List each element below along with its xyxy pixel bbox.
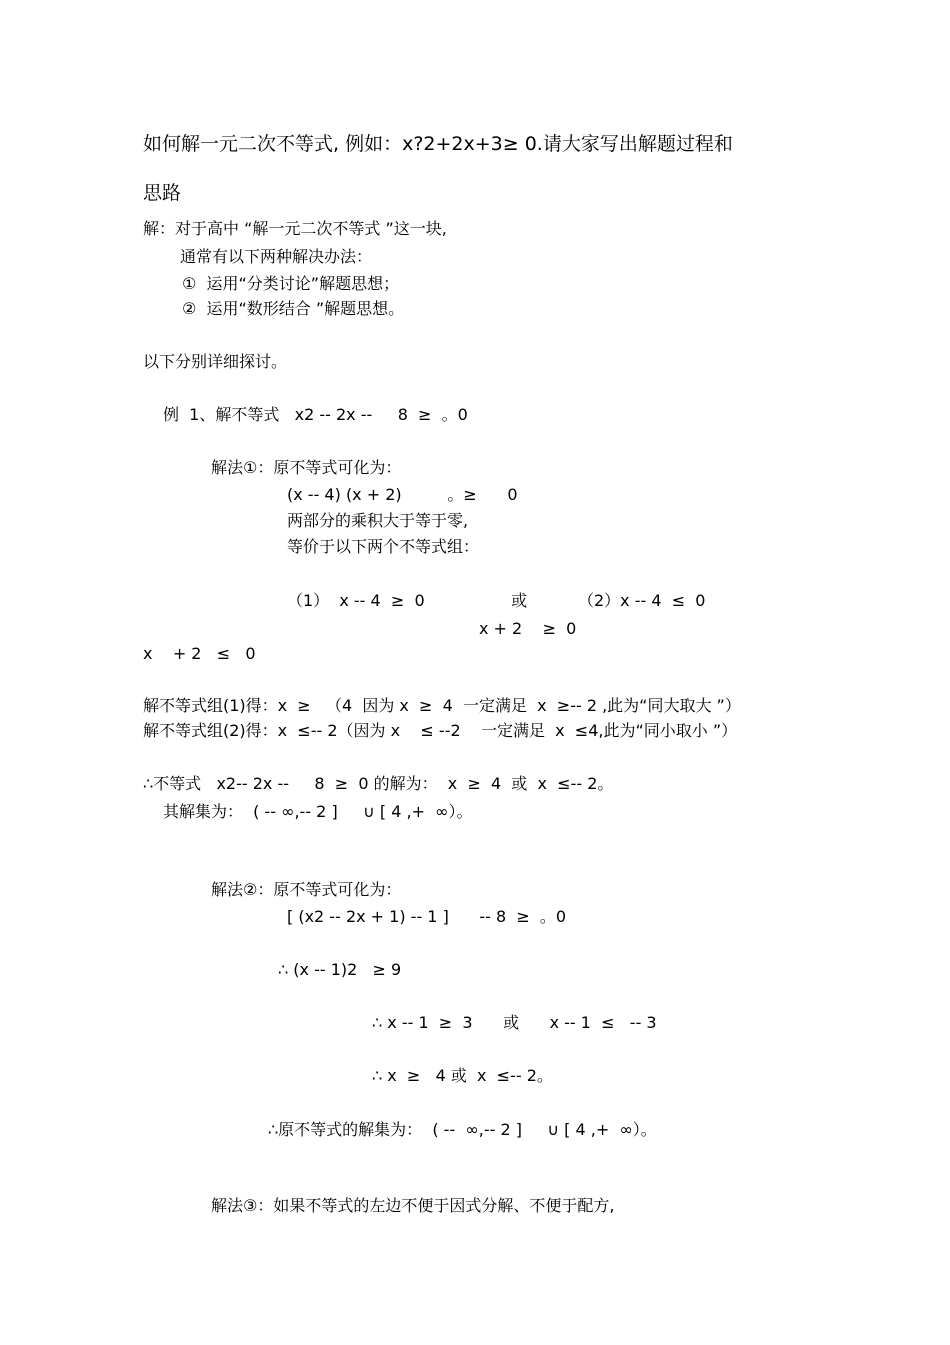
intro-line2: 通常有以下两种解决办法： bbox=[180, 247, 373, 266]
method1-label: 解法①：原不等式可化为： bbox=[211, 458, 402, 477]
method2-step1: [ (x2 -- 2x + 1) -- 1 ] -- 8 ≥ 。0 bbox=[287, 907, 567, 926]
method1-note1: 两部分的乘积大于等于零, bbox=[287, 511, 469, 530]
method1-system-row3: x + 2 ≤ 0 bbox=[143, 644, 256, 663]
method1-conclusion: ∴不等式 x2-- 2x -- 8 ≥ 0 的解为： x ≥ 4 或 x ≤-- 2。 bbox=[143, 774, 614, 793]
method2-solution-set: ∴原不等式的解集为： ( -- ∞,-- 2 ] ∪ [ 4 ,+ ∞）。 bbox=[268, 1120, 657, 1139]
question-title-line2: 思路 bbox=[143, 182, 182, 204]
example1-heading: 例 1、解不等式 x2 -- 2x -- 8 ≥ 。0 bbox=[163, 405, 468, 424]
method1-note2: 等价于以下两个不等式组： bbox=[287, 537, 480, 556]
method3-label: 解法③：如果不等式的左边不便于因式分解、不便于配方, bbox=[211, 1196, 615, 1215]
method1-solve2: 解不等式组(2)得：x ≤-- 2（因为 x ≤ --2 一定满足 x ≤4,此为“同小取小 ”） bbox=[143, 721, 738, 740]
intro-line1: 解：对于高中 “解一元二次不等式 ”这一块, bbox=[143, 219, 447, 238]
method2-label: 解法②：原不等式可化为： bbox=[211, 880, 402, 899]
method1-solve1: 解不等式组(1)得：x ≥ （4 因为 x ≥ 4 一定满足 x ≥-- 2 ,此为“同大取大 ”） bbox=[143, 696, 741, 715]
method2-step3: ∴ x -- 1 ≥ 3 或 x -- 1 ≤ -- 3 bbox=[372, 1013, 657, 1032]
question-title-line1: 如何解一元二次不等式, 例如：x?2+2x+3≥ 0.请大家写出解题过程和 bbox=[143, 133, 733, 155]
intro-method2: ② 运用“数形结合 ”解题思想。 bbox=[182, 299, 405, 318]
method1-solution-set: 其解集为： ( -- ∞,-- 2 ] ∪ [ 4 ,+ ∞）。 bbox=[163, 802, 473, 821]
method2-step4: ∴ x ≥ 4 或 x ≤-- 2。 bbox=[372, 1066, 553, 1085]
intro-explore: 以下分别详细探讨。 bbox=[143, 352, 288, 371]
method2-step2: ∴ (x -- 1)2 ≥ 9 bbox=[278, 960, 402, 979]
intro-method1: ① 运用“分类讨论”解题思想； bbox=[182, 274, 400, 293]
method1-factored: (x -- 4) (x + 2) 。≥ 0 bbox=[287, 485, 518, 504]
method1-system-row1: （1） x -- 4 ≥ 0 或 （2）x -- 4 ≤ 0 bbox=[287, 591, 706, 610]
method1-system-row2: x + 2 ≥ 0 bbox=[479, 619, 577, 638]
